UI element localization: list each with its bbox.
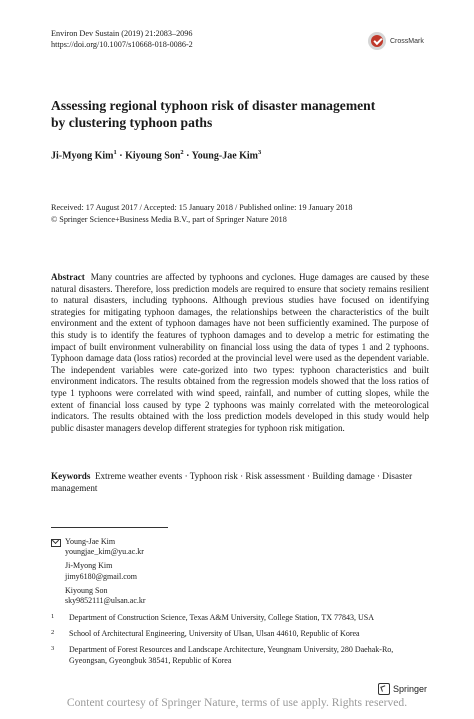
affiliation-text: School of Architectural Engineering, University of Ulsan, Ulsan 44610, Republic of Korea bbox=[69, 629, 360, 639]
contact-entry bbox=[51, 537, 146, 557]
affiliation-number: 3 bbox=[51, 645, 55, 653]
contact-name: Ji-Myong Kim bbox=[65, 561, 113, 571]
author-name[interactable]: Young-Jae Kim bbox=[191, 150, 259, 162]
courtesy-notice: Content courtesy of Springer Nature, terms of use apply. Rights reserved. bbox=[66, 696, 408, 709]
author-list bbox=[51, 149, 261, 161]
author-affil-sup: 3 bbox=[258, 149, 262, 156]
affiliation-item bbox=[51, 645, 429, 665]
author-name[interactable]: Ji-Myong Kim bbox=[51, 150, 114, 162]
contact-email[interactable]: youngjae_kim@yu.ac.kr bbox=[65, 547, 144, 557]
keywords-heading: Keywords bbox=[51, 471, 91, 481]
author-separator: · bbox=[116, 150, 126, 162]
affiliation-text: Department of Construction Science, Texas A&M University, College Station, TX 77843, USA bbox=[69, 613, 375, 622]
affiliation-list bbox=[51, 613, 429, 672]
contact-name: Kiyoung Son bbox=[65, 585, 108, 595]
affiliation-number: 2 bbox=[51, 629, 55, 637]
footnote-divider bbox=[51, 527, 168, 528]
contact-entry bbox=[51, 586, 146, 606]
crossmark-icon bbox=[368, 32, 386, 50]
affiliation-text: Department of Forest Resources and Landscape Architecture, Yeungnam University, 280 Daehak-Ro, Gyeongsan, Gyeongbuk 38541, Republic of Korea bbox=[69, 645, 394, 665]
abstract-heading: Abstract bbox=[51, 272, 85, 282]
springer-logo bbox=[378, 683, 427, 695]
keywords-text: Extreme weather events · Typhoon risk · Risk assessment · Building damage · Disaster management bbox=[51, 471, 413, 493]
contact-email[interactable]: sky9852111@ulsan.ac.kr bbox=[65, 596, 146, 606]
copyright-line: © Springer Science+Business Media B.V., part of Springer Nature 2018 bbox=[51, 214, 287, 224]
abstract bbox=[51, 272, 429, 434]
journal-citation: Environ Dev Sustain (2019) 21:2083–2096 bbox=[51, 29, 193, 38]
contact-name: Young-Jae Kim bbox=[65, 537, 116, 546]
affiliation-number: 1 bbox=[51, 613, 55, 620]
abstract-text: Many countries are affected by typhoons and cyclones. Huge damages are caused by these natural disasters. Therefore, loss prediction models are required to ensure that society remains resilient to natural disasters, including typhoons. Although previous studies have focused on identifying strategies for mitigating typhoon damages, the relationships between the characteristics of the built environment and the extent of typhoon damages have not been sufficiently examined. The purpose of this study is to identify the features of typhoon damages and to develop a metric for estimating the impact of built environment vulnerability on financial loss using the data of types 1 and 2 typhoons. Typhoon damage data (loss ratios) recorded at the provincial level were used as the dependent variable. The independent variables were cate-gorized into two types: typhoon characteristics and built environment indicators. The results obtained from the regression models showed that the loss ratios of type 1 typhoons were correlated with wind speed, rainfall, and number of cutting slopes, while the extent of financial loss caused by type 2 typhoons was mainly correlated with the meteorological indicators. The results obtained with the loss prediction models developed in this study would help public disaster managers develop different strategies for typhoon risk mitigation. bbox=[51, 272, 430, 433]
author-separator: · bbox=[183, 150, 192, 162]
article-title bbox=[51, 98, 431, 131]
publication-dates bbox=[51, 202, 431, 225]
contact-list bbox=[51, 537, 146, 610]
crossmark-label: CrossMark bbox=[390, 37, 424, 45]
title-line-2: by clustering typhoon paths bbox=[51, 114, 213, 130]
keywords bbox=[51, 471, 429, 494]
crossmark-badge[interactable] bbox=[368, 30, 460, 52]
title-line-1: Assessing regional typhoon risk of disaster management bbox=[51, 98, 376, 113]
springer-horse-icon bbox=[378, 683, 390, 695]
author-affil-sup: 2 bbox=[180, 149, 184, 156]
dates-line: Received: 17 August 2017 / Accepted: 15 January 2018 / Published online: 19 January 2018 bbox=[51, 203, 353, 212]
affiliation-item bbox=[51, 629, 429, 639]
publisher-name: Springer bbox=[393, 684, 428, 694]
doi-link[interactable]: https://doi.org/10.1007/s10668-018-0086-2 bbox=[51, 40, 193, 49]
author-name[interactable]: Kiyoung Son bbox=[125, 150, 181, 162]
author-affil-sup: 1 bbox=[113, 149, 117, 156]
contact-entry bbox=[51, 561, 146, 581]
contact-email[interactable]: jimy6180@gmail.com bbox=[65, 571, 138, 581]
mail-icon bbox=[51, 539, 61, 547]
affiliation-item bbox=[51, 613, 429, 623]
